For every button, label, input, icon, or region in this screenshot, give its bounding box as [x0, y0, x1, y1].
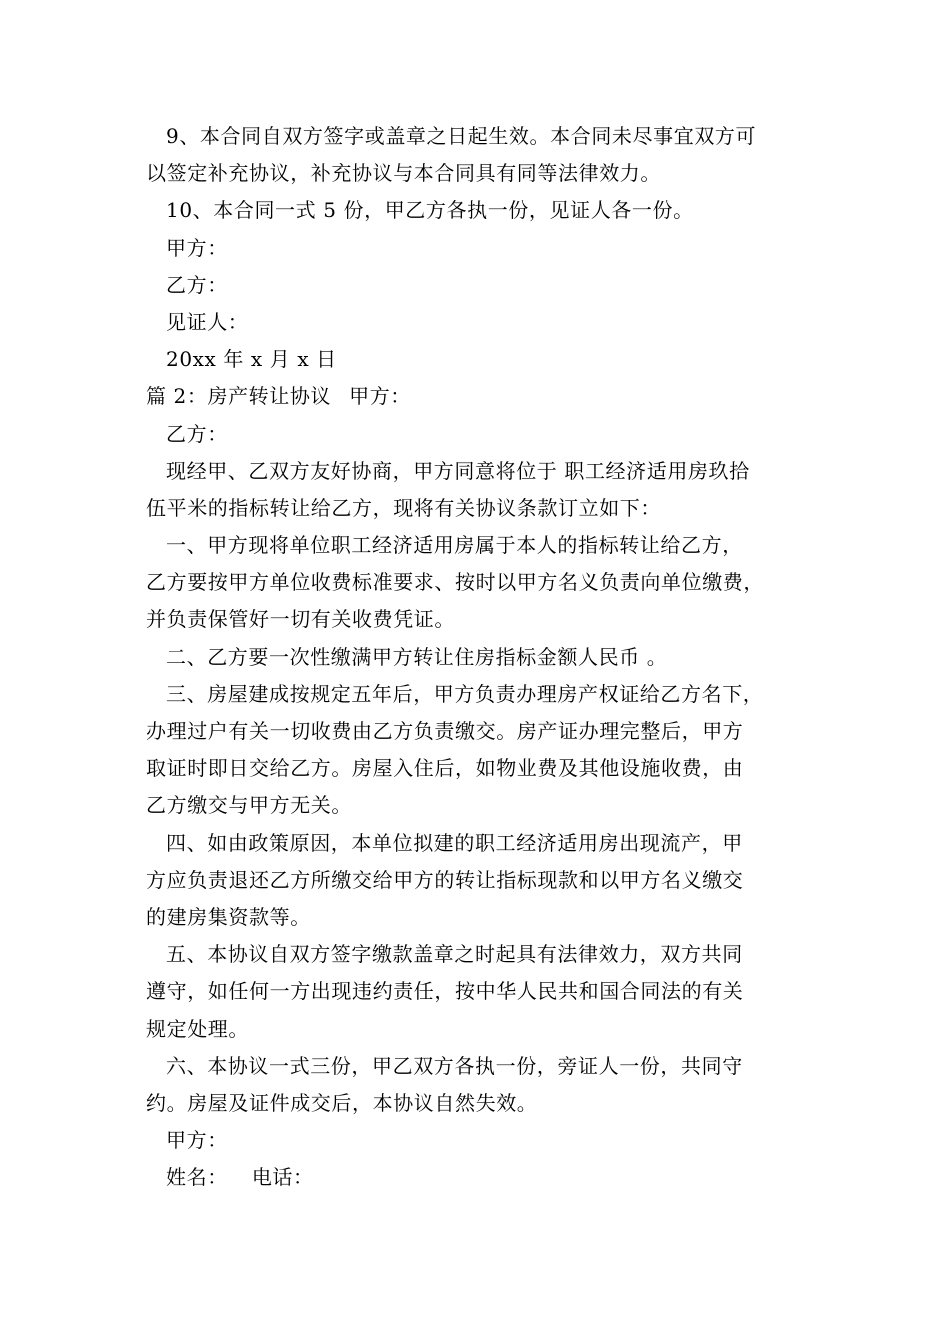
signature-date: 20xx 年 x 月 x 日	[166, 347, 337, 372]
clause-1-line-3: 并负责保管好一切有关收费凭证。	[146, 607, 455, 632]
paragraph-10: 10、本合同一式 5 份，甲乙方各执一份，见证人各一份。	[166, 198, 694, 223]
section-2-party-b: 乙方：	[166, 421, 228, 446]
section-2-party-a: 甲方：	[349, 384, 411, 409]
signature-party-b: 乙方：	[166, 272, 228, 297]
clause-5-line-1: 五、本协议自双方签字缴款盖章之时起具有法律效力，双方共同	[166, 942, 743, 967]
clause-1-line-1: 一、甲方现将单位职工经济适用房属于本人的指标转让给乙方，	[166, 533, 743, 558]
clause-6-line-1: 六、本协议一式三份，甲乙双方各执一份，旁证人一份，共同守	[166, 1053, 743, 1078]
clause-1-line-2: 乙方要按甲方单位收费标准要求、按时以甲方名义负责向单位缴费，	[146, 570, 764, 595]
final-name-label: 姓名：	[166, 1165, 228, 1190]
clause-3-line-2: 办理过户有关一切收费由乙方负责缴交。房产证办理完整后，甲方	[146, 719, 744, 743]
final-party-a: 甲方：	[166, 1128, 228, 1153]
final-phone-label: 电话：	[251, 1165, 314, 1190]
clause-5-line-2: 遵守，如任何一方出现违约责任，按中华人民共和国合同法的有关	[146, 979, 744, 1004]
clause-2-line-1: 二、乙方要一次性缴满甲方转让住房指标金额人民币 。	[166, 644, 668, 669]
signature-party-a: 甲方：	[166, 235, 228, 260]
clause-6-line-2: 约。房屋及证件成交后，本协议自然失效。	[146, 1090, 538, 1115]
clause-3-line-3: 取证时即日交给乙方。房屋入住后，如物业费及其他设施收费，由	[146, 756, 744, 781]
clause-5-line-3: 规定处理。	[146, 1016, 249, 1041]
clause-4-line-1: 四、如由政策原因，本单位拟建的职工经济适用房出现流产，甲	[166, 830, 743, 855]
clause-3-line-1: 三、房屋建成按规定五年后，甲方负责办理房产权证给乙方名下，	[166, 681, 764, 706]
section-2-title: 篇 2：房产转让协议	[146, 384, 332, 409]
final-contact-line	[146, 1159, 810, 1196]
clause-4-line-3: 的建房集资款等。	[146, 904, 311, 929]
section-2-heading	[146, 378, 810, 415]
document-body	[146, 118, 810, 1196]
clause-4-line-2: 方应负责退还乙方所缴交给甲方的转让指标现款和以甲方名义缴交	[146, 867, 744, 892]
intro-line-2: 伍平米的指标转让给乙方，现将有关协议条款订立如下：	[146, 495, 661, 520]
intro-line-1: 现经甲、乙双方友好协商，甲方同意将位于 职工经济适用房玖拾	[166, 458, 750, 483]
paragraph-9-line-1: 9、本合同自双方签字或盖章之日起生效。本合同未尽事宜双方可	[166, 124, 757, 148]
clause-3-line-4: 乙方缴交与甲方无关。	[146, 793, 352, 818]
paragraph-9-line-2: 以签定补充协议，补充协议与本合同具有同等法律效力。	[146, 161, 661, 186]
signature-witness: 见证人：	[166, 309, 249, 334]
